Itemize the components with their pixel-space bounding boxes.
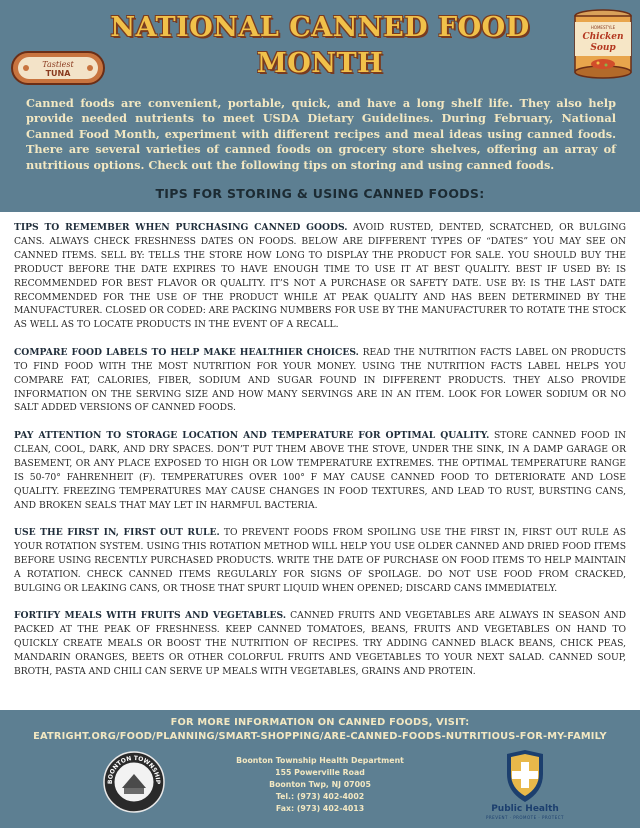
tip-body: READ THE NUTRITION FACTS LABEL ON PRODUCTS TO FIND FOOD WITH THE MOST NUTRITION FOR YOUR MONEY. USING THE NUTRITION FACTS LABEL HELPS YOU COMPARE FAT, CALORIES, FIBER, SODIUM AND SUGAR FOUND IN DIFFERENT PRODUCTS. THEY ALSO PROVIDE INFORMATION ON THE SERVING SIZE AND HOW MANY SERVINGS ARE IN AN ITEM. LOOK FOR LOWER SODIUM OR NO SALT ADDED VERSIONS OF CANNED FOODS. <box>14 346 626 414</box>
page-title <box>110 10 530 82</box>
tip-heading: PAY ATTENTION TO STORAGE LOCATION AND TEMPERATURE FOR OPTIMAL QUALITY. <box>14 429 490 441</box>
tips-section <box>0 212 640 710</box>
soup-can-icon <box>572 8 634 80</box>
tip-storage <box>14 429 626 512</box>
dept-name: Boonton Township Health Department <box>236 756 404 765</box>
more-info-url[interactable]: EATRIGHT.ORG/FOOD/PLANNING/SMART-SHOPPING/ARE-CANNED-FOODS-NUTRITIOUS-FOR-MY-FAMILY <box>33 731 607 742</box>
public-health-text: Public Health <box>491 804 559 814</box>
more-info-label: FOR MORE INFORMATION ON CANNED FOODS, VISIT: <box>170 717 470 728</box>
more-info <box>0 716 640 744</box>
township-seal-icon <box>102 750 166 814</box>
tip-body: STORE CANNED FOOD IN CLEAN, COOL, DARK, AND DRY SPACES. DON’T PUT THEM ABOVE THE STOVE, UNDER THE SINK, IN A DAMP GARAGE OR BASEMENT, OR ANY PLACE EXPOSED TO HIGH OR LOW TEMPERATURE EXTREMES. THE OPTIMAL TEMPERATURE RANGE IS 50-70° FAHRENHEIT (F). TEMPERATURES OVER 100° F MAY CAUSE CANNED FOOD TO DETERIORATE AND LOSE QUALITY. FREEZING TEMPERATURES MAY CAUSE CHANGES IN FOOD TEXTURES, AND LEAD TO RUST, BURSTING CANS, AND BROKEN SEALS THAT MAY LET IN HARMFUL BACTERIA. <box>14 429 626 511</box>
dept-fax: Fax: (973) 402-4013 <box>275 804 365 813</box>
tip-heading: USE THE FIRST IN, FIRST OUT RULE. <box>14 527 220 538</box>
header-banner <box>0 0 640 212</box>
tip-rotation <box>14 526 626 596</box>
tip-body: TO PREVENT FOODS FROM SPOILING USE THE FIRST IN, FIRST OUT RULE AS YOUR ROTATION SYSTEM. USING THIS ROTATION METHOD WILL HELP YOU USE OLDER CANNED AND DRIED FOOD ITEMS BEFORE USING RECENTLY PURCHASED PRODUCTS. WRITE THE DATE OF PURCHASE ON FOOD ITEMS TO HELP MAINTAIN A ROTATION. CHECK CANNED ITEMS REGULARLY FOR SIGNS OF SPOILAGE. DO NOT USE FOOD FROM CRACKED, BULGING OR LEAKING CANS, OR THOSE THAT SPURT LIQUID WHEN OPENED; DISCARD CANS IMMEDIATELY. <box>14 527 626 594</box>
tip-fortify <box>14 609 626 679</box>
public-health-logo <box>480 750 570 824</box>
soup-label-1: Chicken <box>582 32 624 42</box>
title-line-2: MONTH <box>256 48 384 79</box>
tip-heading: TIPS TO REMEMBER WHEN PURCHASING CANNED GOODS. <box>14 222 348 233</box>
tuna-can-icon <box>10 48 106 88</box>
tip-body: CANNED FRUITS AND VEGETABLES ARE ALWAYS IN SEASON AND PACKED AT THE PEAK OF FRESHNESS. KEEP CANNED TOMATOES, BEANS, FRUITS AND VEGETABLES ON HAND TO QUICKLY CREATE MEALS OR BOOST THE NUTRITION OF RECIPES. TRY ADDING CANNED BLACK BEANS, CHICK PEAS, MANDARIN ORANGES, BEETS OR OTHER COLORFUL FRUITS AND VEGETABLES TO YOUR NEXT SALAD. CANNED SOUP, BROTH, PASTA AND CHILI CAN SERVE UP MEALS WITH VEGETABLES, GRAINS AND PROTEIN. <box>14 610 626 677</box>
shield-icon <box>480 750 570 804</box>
tip-labels <box>14 346 626 416</box>
soup-label-2: Soup <box>590 43 616 53</box>
soup-label-brand: HOMESTYLE <box>590 25 616 30</box>
tip-body: AVOID RUSTED, DENTED, SCRATCHED, OR BULGING CANS. ALWAYS CHECK FRESHNESS DATES ON FOODS. BELOW ARE DIFFERENT TYPES OF “DATES” YOU MAY SEE ON CANNED ITEMS. SELL BY: TELLS THE STORE HOW LONG TO DISPLAY THE PRODUCT FOR SALE. YOU SHOULD BUY THE PRODUCT BEFORE THE DATE EXPIRES TO HAVE ENOUGH TIME TO USE IT AT BEST QUALITY. BEST IF USED BY: IS RECOMMENDED FOR BEST FLAVOR OR QUALITY. IT’S NOT A PURCHASE OR SAFETY DATE. USE BY: IS THE LAST DATE RECOMMENDED FOR THE USE OF THE PRODUCT WHILE AT PEAK QUALITY AND HAS BEEN DETERMINED BY THE MANUFACTURER. CLOSED OR CODED: ARE PACKING NUMBERS FOR USE BY THE MANUFACTURER TO ROTATE THE STOCK AS WELL AS TO LOCATE PRODUCTS IN THE EVENT OF A RECALL. <box>14 222 626 331</box>
tuna-label-1: Tastiest <box>42 60 74 69</box>
dept-address-1: 155 Powerville Road <box>275 768 365 777</box>
footer <box>0 710 640 828</box>
title-line-1: NATIONAL CANNED FOOD <box>110 12 530 43</box>
tips-subheading: TIPS FOR STORING & USING CANNED FOODS: <box>155 186 485 201</box>
public-health-subtext: PREVENT · PROMOTE · PROTECT <box>485 815 564 820</box>
dept-address-2: Boonton Twp, NJ 07005 <box>269 780 371 789</box>
tip-heading: FORTIFY MEALS WITH FRUITS AND VEGETABLES. <box>14 610 287 622</box>
tip-purchasing <box>14 221 626 332</box>
tip-heading: COMPARE FOOD LABELS TO HELP MAKE HEALTHIER CHOICES. <box>14 346 359 358</box>
seal-text: BOONTON TOWNSHIP <box>106 754 162 785</box>
tuna-label-2: TUNA <box>45 69 71 78</box>
dept-tel: Tel.: (973) 402-4002 <box>275 792 365 801</box>
department-info <box>220 755 420 815</box>
intro-paragraph: Canned foods are convenient, portable, quick, and have a long shelf life. They also help provide needed nutrients to meet USDA Dietary Guidelines. During February, National Canned Food Month, experiment with different recipes and meal ideas using canned foods. There are several varieties of canned foods on grocery store shelves, offering an array of nutritious options. Check out the following tips on storing and using canned foods. <box>26 96 616 172</box>
